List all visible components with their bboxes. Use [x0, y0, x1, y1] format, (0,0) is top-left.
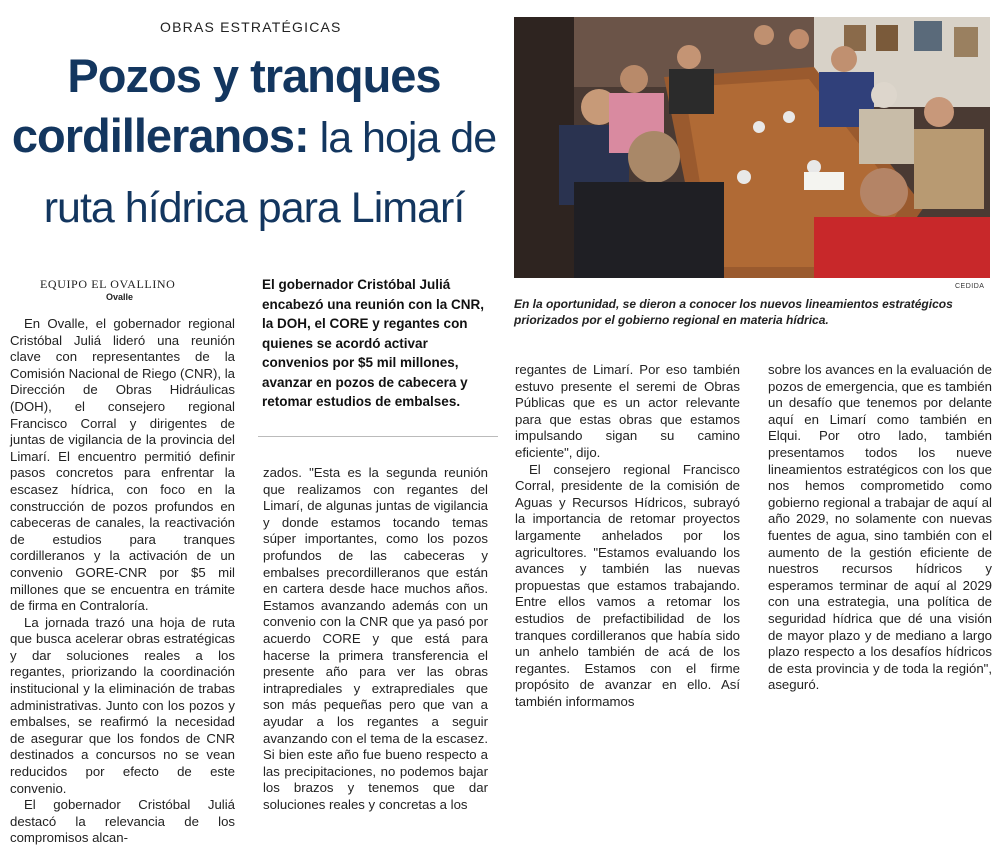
- meeting-photo-illustration: [514, 17, 990, 278]
- byline: EQUIPO EL OVALLINO: [40, 277, 176, 291]
- paragraph: El consejero regional Francisco Corral, presidente de la comisión de Aguas y Recursos Hídricos, subrayó la importancia de retomar proyectos largamente anhelados por los agricultores. "Estamos evaluando los avances y también las nuevas propuestas que estamos trabajando. Entre ellos vamos a retomar los estudios de prefactibilidad de los tranques cordilleranos que había sido un anhelo también de acá de los regantes. Estamos con el firme propósito de avanzar en ello. Así también informamos: [515, 461, 740, 709]
- paragraph: El gobernador Cristóbal Juliá destacó la relevancia de los compromisos alcan-: [10, 797, 235, 846]
- paragraph: zados. "Esta es la segunda reunión que realizamos con regantes del Limarí, de algunas juntas de vigilancia y donde estamos tocando temas súper importantes, como los pozos profundos de las cabeceras y embalses precordilleranos que están en cartera desde hace muchos años. Estamos avanzando además con un convenio con la CNR que ya pasó por acuerdo CORE y que está para hacerse la primera transferencia el presente año para ver las obras intraprediales y extraprediales que son más pequeñas pero que van a ayudar a los regantes a seguir avanzando con el tema de la escasez. Si bien este año fue bueno respecto a las precipitaciones, no podemos bajar los brazos y tenemos que dar soluciones reales y concretas a los: [263, 465, 488, 812]
- column-1: [10, 316, 235, 847]
- lead-paragraph: El gobernador Cristóbal Juliá encabezó una reunión con la CNR, la DOH, el CORE y regantes con quienes se acordó activar convenios por $5 mil millones, avanzar en pozos de cabecera y retomar estudios de embalses.: [262, 277, 485, 409]
- dateline-city: Ovalle: [106, 292, 134, 302]
- column-4: [768, 362, 992, 694]
- paragraph: En Ovalle, el gobernador regional Cristóbal Juliá lideró una reunión clave con representantes de la Comisión Nacional de Riego (CNR), la Dirección de Obras Hidráulicas (DOH), el consejero regional Francisco Corral y dirigentes de juntas de vigilancia de la provincia del Limarí. El encuentro permitió definir pasos concretos para enfrentar la escasez hídrica, con foco en la construcción de pozos profundos en cabeceras de canales, la reactivación de estudios para tranques cordilleranos y la activación de un convenio GORE-CNR por $5 mil millones que se encuentra en trámite de firma en Contraloría.: [10, 316, 236, 614]
- section-label: OBRAS ESTRATÉGICAS: [160, 19, 342, 35]
- headline-line-2: [8, 106, 500, 178]
- headline-line-2-rest: la hoja de: [308, 114, 497, 162]
- headline: [8, 46, 500, 238]
- photo-caption: En la oportunidad, se dieron a conocer los nuevos lineamientos estratégicos priorizados por el gobierno regional en materia hídrica.: [514, 297, 953, 327]
- meeting-photo: [514, 17, 990, 278]
- headline-line-2-bold: cordilleranos:: [11, 109, 309, 162]
- lead-divider: [258, 436, 498, 437]
- paragraph: La jornada trazó una hoja de ruta que busca acelerar obras estratégicas y dar soluciones reales a los regantes, priorizando la coordinación institucional y la eliminación de trabas administrativas. Junto con los pozos y embalses, se reafirmó la necesidad de asegurar que los fondos de CNR destinados a concursos no se vean reducidos por efecto de este convenio.: [10, 614, 235, 796]
- paragraph: regantes de Limarí. Por eso también estuvo presente el seremi de Obras Públicas que es un actor relevante para que estas obras que estamos impulsando sigan su camino eficiente", dijo.: [515, 362, 740, 460]
- headline-line-1: Pozos y tranques: [67, 49, 441, 102]
- headline-line-3: ruta hídrica para Limarí: [43, 184, 465, 232]
- column-2: [263, 465, 488, 813]
- paragraph: sobre los avances en la evaluación de pozos de emergencia, que es también un desafío que tenemos por delante aquí en Limarí como también en Elqui. Por otro lado, también presentamos todos los nueve lineamientos estratégicos con los que nos hemos comprometido como gobierno regional a trabajar de aquí al año 2029, no solamente con nuevas fuentes de agua, sino también con el aumento de la gestión eficiente de nuestros recursos hídricos y esperamos terminar de aquí al 2029 con una estrategia, una política de seguridad hídrica que dé una visión de mayor plazo y de mediano a largo plazo respecto a los desafíos hídricos de esta provincia y de toda la región", aseguró.: [768, 362, 992, 693]
- photo-credit: CEDIDA: [955, 283, 985, 290]
- column-3: [515, 362, 740, 710]
